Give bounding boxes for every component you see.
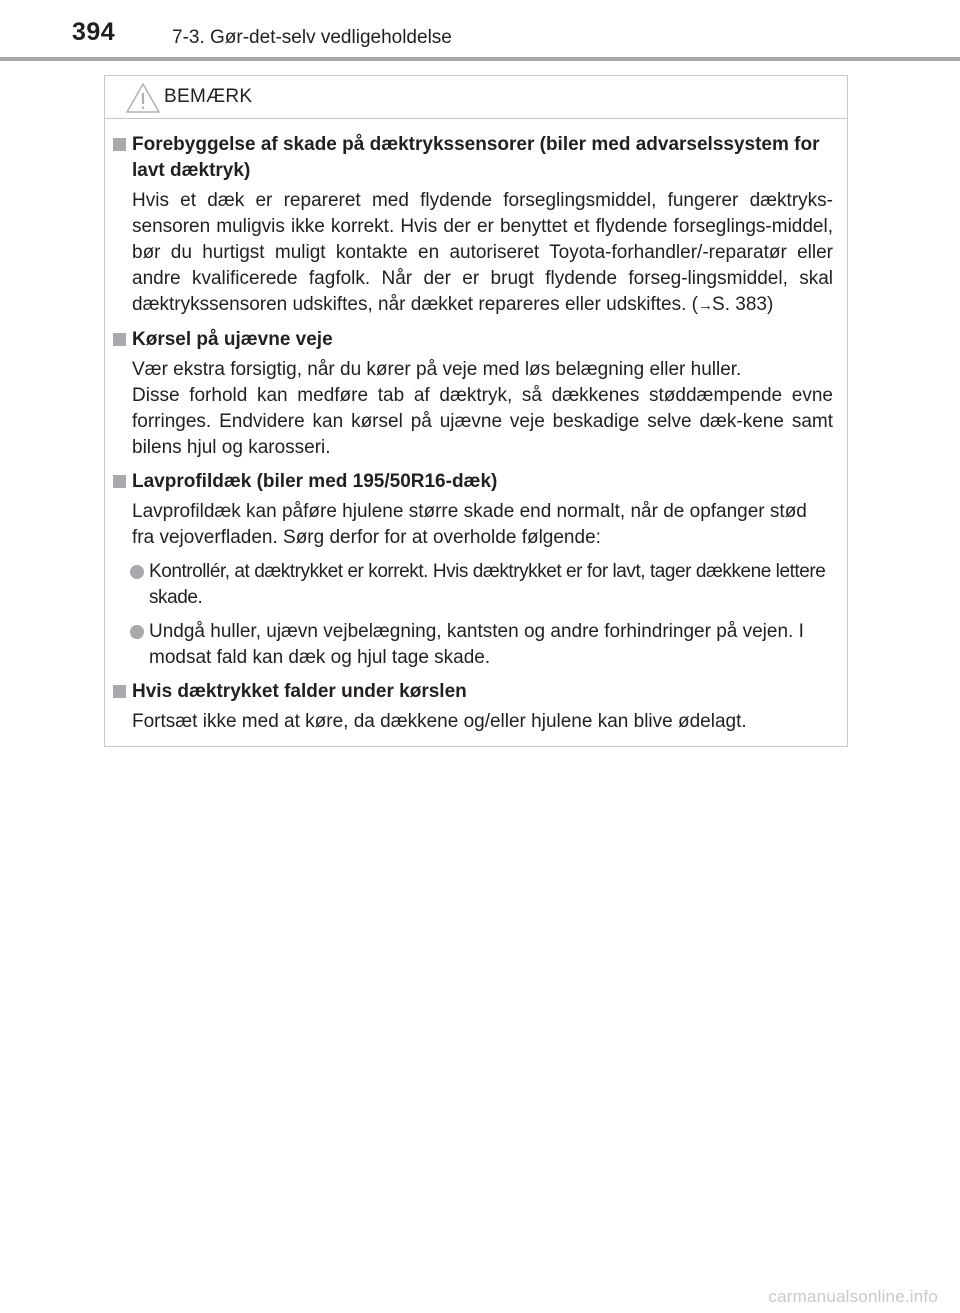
item-text-line: Disse forhold kan medføre tab af dæktryk, så dækkenes støddæmpende evne forringes. Endvidere kan kørsel på ujævne veje beskadige selve dæk-kene samt bilens hjul og karosseri. (132, 385, 833, 458)
warning-triangle-icon (125, 82, 161, 114)
notice-item-low-profile-tires (105, 469, 847, 671)
notice-item-pressure-drop (105, 679, 847, 735)
square-bullet-icon (113, 475, 126, 488)
square-bullet-icon (113, 138, 126, 151)
watermark: carmanualsonline.info (768, 1287, 938, 1306)
sub-item-text: Undgå huller, ujævn vejbelægning, kantsten og andre forhindringer på vejen. I modsat fald kan dæk og hjul tage skade. (149, 621, 804, 668)
notice-box (104, 75, 848, 747)
item-text: Fortsæt ikke med at køre, da dækkene og/eller hjulene kan blive ødelagt. (132, 711, 747, 732)
item-heading-text: Hvis dæktrykket falder under kørslen (132, 681, 467, 702)
item-heading (105, 132, 847, 184)
sub-item-text: Kontrollér, at dæktrykket er korrekt. Hvis dæktrykket er for lavt, tager dækkene lettere skade. (149, 561, 826, 608)
notice-item-uneven-roads (105, 327, 847, 461)
notice-header (105, 76, 847, 119)
header-divider (0, 57, 960, 61)
item-text: Lavprofildæk kan påføre hjulene større skade end normalt, når de opfanger stød fra vejoverfladen. Sørg derfor for at overholde følgende: (132, 501, 807, 548)
sub-item (105, 559, 847, 611)
round-bullet-icon (130, 565, 144, 579)
square-bullet-icon (113, 333, 126, 346)
notice-body (105, 132, 847, 735)
section-title: 7-3. Gør-det-selv vedligeholdelse (172, 27, 452, 48)
page-number: 394 (72, 18, 116, 46)
item-heading-text: Lavprofildæk (biler med 195/50R16-dæk) (132, 471, 498, 492)
item-text-body: Hvis et dæk er repareret med flydende forseglingsmiddel, fungerer dæktryks-sensoren muligvis ikke korrekt. Hvis der er benyttet et flydende forseglings-middel, bør du hurtigst muligt kontakte en autoriseret Toyota-forhandler/-reparatør eller andre kvalificerede fagfolk. Når der er brugt flydende forseg-lingsmiddel, skal dæktrykssensoren udskiftes, når dækket repareres eller udskiftes. ( (132, 190, 833, 315)
item-heading-text: Forebyggelse af skade på dæktrykssensorer (biler med advarselssystem for lavt dæktryk) (132, 134, 820, 181)
item-text-line: Vær ekstra forsigtig, når du kører på veje med løs belægning eller huller. (132, 359, 742, 380)
page-ref-link[interactable]: S. 383) (712, 294, 774, 315)
notice-title: BEMÆRK (164, 86, 253, 107)
page-header (0, 0, 960, 60)
item-heading (105, 327, 847, 353)
item-text (105, 188, 847, 319)
round-bullet-icon (130, 625, 144, 639)
notice-item-sensor-damage (105, 132, 847, 319)
item-text (105, 357, 847, 461)
item-heading-text: Kørsel på ujævne veje (132, 329, 333, 350)
sub-item (105, 619, 847, 671)
item-heading (105, 469, 847, 495)
square-bullet-icon (113, 685, 126, 698)
item-heading (105, 679, 847, 705)
page-ref-arrow-icon: → (698, 297, 713, 314)
